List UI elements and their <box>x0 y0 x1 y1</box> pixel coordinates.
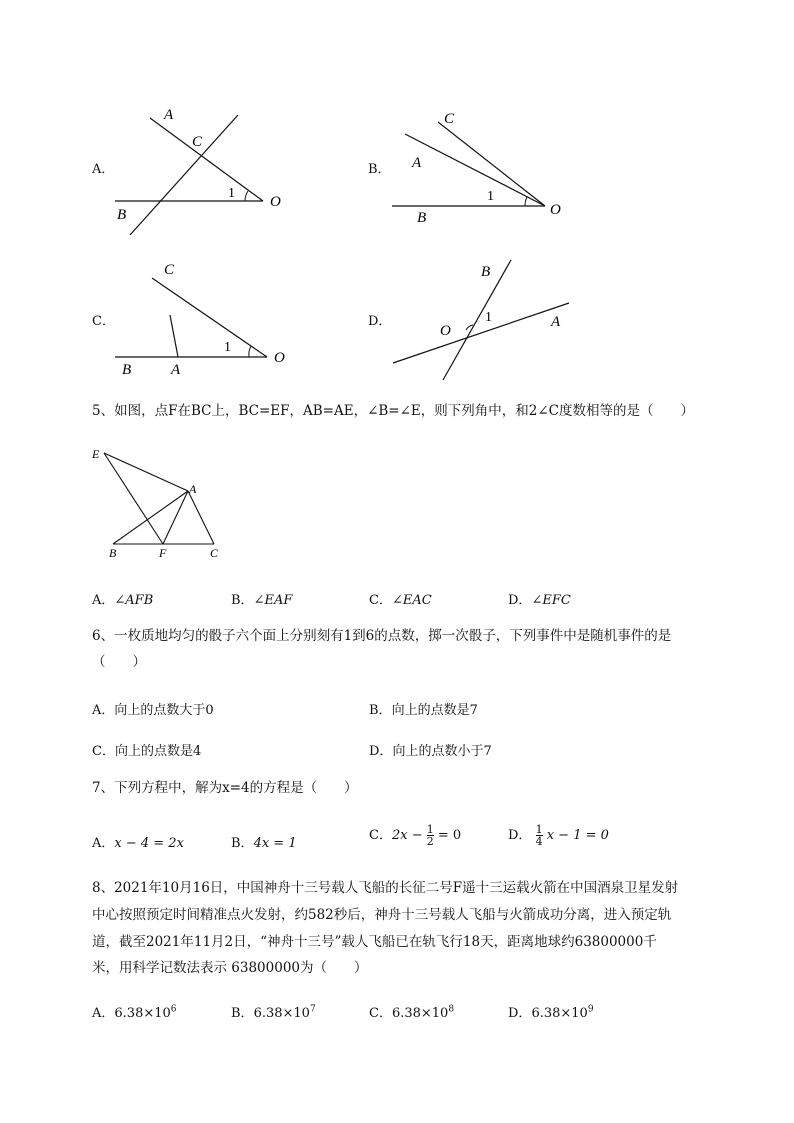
exponent: 9 <box>587 1004 594 1015</box>
label-a: A <box>164 107 174 123</box>
label-b: B <box>122 362 132 378</box>
label-o: O <box>274 350 285 366</box>
fraction-denominator: 4 <box>535 835 543 848</box>
q4-figure-b <box>380 100 580 230</box>
option-letter: B． <box>231 1006 254 1021</box>
q8-stem-line-4: 米，用科学记数法表示 63800000为（ ） <box>92 960 368 976</box>
label-o: O <box>270 194 281 210</box>
option-text: ∠EAF <box>253 593 293 608</box>
q7-option-d[interactable] <box>508 824 609 847</box>
q8-option-c[interactable] <box>369 1002 454 1021</box>
point-c-label: C <box>210 546 219 560</box>
q4-option-a-letter: A． <box>92 162 115 177</box>
label-c: C <box>164 262 175 278</box>
option-text: 2x − <box>391 828 423 843</box>
option-text: 向上的点数大于0 <box>114 703 214 718</box>
q5-figure <box>88 440 238 565</box>
q7-option-b[interactable] <box>231 832 297 851</box>
q4-option-b-letter: B． <box>368 162 391 177</box>
label-b: B <box>117 207 127 223</box>
q7-stem: 7、下列方程中，解为x=4的方程是（ ） <box>92 780 358 796</box>
q5-stem: 5、如图，点F在BC上，BC=EF，AB=AE，∠B=∠E，则下列角中，和2∠C度数相等的是（ ） <box>92 403 695 419</box>
point-e-label: E <box>92 447 100 461</box>
q8-stem-line-1: 8、2021年10月16日，中国神舟十三号载人飞船的长征二号F遥十三运载火箭在中国酒泉卫星发射 <box>92 880 679 896</box>
q8-option-d[interactable] <box>508 1002 594 1021</box>
option-text: 6.38×10 <box>114 1006 171 1021</box>
exponent: 6 <box>170 1004 177 1015</box>
q6-stem-paren: （ ） <box>92 654 146 670</box>
label-b: B <box>417 210 427 226</box>
option-letter: A． <box>92 703 115 718</box>
label-b: B <box>481 264 491 280</box>
option-text: 向上的点数是7 <box>391 703 478 718</box>
q4-option-c-letter: C． <box>92 314 115 329</box>
exponent: 7 <box>309 1004 316 1015</box>
option-text: ∠AFB <box>114 593 154 608</box>
option-text: = 0 <box>437 828 462 843</box>
angle-1-label: 1 <box>228 186 235 201</box>
angle-1-label: 1 <box>487 189 494 204</box>
angle-1-label: 1 <box>224 340 231 355</box>
fraction-numerator: 1 <box>426 823 434 836</box>
label-a: A <box>171 362 181 378</box>
fraction-denominator: 2 <box>426 835 434 848</box>
option-letter: C． <box>369 828 392 843</box>
option-text: x − 4 = 2x <box>114 836 184 851</box>
q6-option-b[interactable] <box>369 699 478 718</box>
label-c: C <box>192 134 203 150</box>
fraction-numerator: 1 <box>535 823 543 836</box>
option-letter: B． <box>369 703 392 718</box>
option-letter: C． <box>369 1006 392 1021</box>
option-text: 6.38×10 <box>531 1006 588 1021</box>
option-text: 4x = 1 <box>253 836 297 851</box>
option-letter: A． <box>92 1006 115 1021</box>
fraction <box>536 824 543 847</box>
option-letter: A． <box>92 836 115 851</box>
q6-option-a[interactable] <box>92 699 214 718</box>
q4-option-d-letter: D． <box>368 314 392 329</box>
q4-figure-c <box>100 255 310 385</box>
q8-option-a[interactable] <box>92 1002 177 1021</box>
option-letter: C． <box>92 744 115 759</box>
angle-1-label: 1 <box>485 310 492 325</box>
option-text: 向上的点数是4 <box>114 744 202 759</box>
option-text: ∠EFC <box>531 593 571 608</box>
label-o: O <box>550 202 561 218</box>
point-b-label: B <box>109 546 117 560</box>
q4-figure-a <box>100 100 310 240</box>
q5-option-b[interactable] <box>231 589 292 608</box>
option-letter: D． <box>369 744 393 759</box>
q4-figure-d <box>385 255 585 385</box>
q8-option-b[interactable] <box>231 1002 316 1021</box>
label-o: O <box>440 323 451 339</box>
q5-option-a[interactable] <box>92 589 153 608</box>
label-a: A <box>551 314 561 330</box>
fraction <box>427 824 434 847</box>
point-a-label: A <box>189 482 197 496</box>
q5-option-c[interactable] <box>369 589 432 608</box>
q7-option-c[interactable] <box>369 824 461 847</box>
q7-option-a[interactable] <box>92 832 184 851</box>
option-letter: D． <box>508 593 532 608</box>
option-letter: A． <box>92 593 115 608</box>
option-text: ∠EAC <box>391 593 432 608</box>
q6-option-c[interactable] <box>92 740 201 759</box>
label-c: C <box>444 111 455 127</box>
q6-stem: 6、一枚质地均匀的骰子六个面上分别刻有1到6的点数，掷一次骰子，下列事件中是随机事件的是 <box>92 628 672 644</box>
option-letter: C． <box>369 593 392 608</box>
q6-option-d[interactable] <box>369 740 492 759</box>
option-text: 6.38×10 <box>253 1006 310 1021</box>
q5-option-d[interactable] <box>508 589 571 608</box>
label-a: A <box>412 155 422 171</box>
option-text: 向上的点数小于7 <box>392 744 492 759</box>
exponent: 8 <box>448 1004 455 1015</box>
option-letter: D． <box>508 1006 532 1021</box>
option-text: 6.38×10 <box>391 1006 449 1021</box>
option-letter: B． <box>231 836 254 851</box>
q8-stem-line-3: 道，截至2021年11月2日，“神舟十三号”载人飞船已在轨飞行18天，距离地球约63800000千 <box>92 934 657 950</box>
q8-stem-line-2: 中心按照预定时间精准点火发射，约582秒后，神舟十三号载人飞船与火箭成功分离，进入预定轨 <box>92 907 672 923</box>
point-f-label: F <box>159 546 167 560</box>
option-text: x − 1 = 0 <box>546 828 609 843</box>
option-letter: D． <box>508 828 532 843</box>
option-letter: B． <box>231 593 254 608</box>
